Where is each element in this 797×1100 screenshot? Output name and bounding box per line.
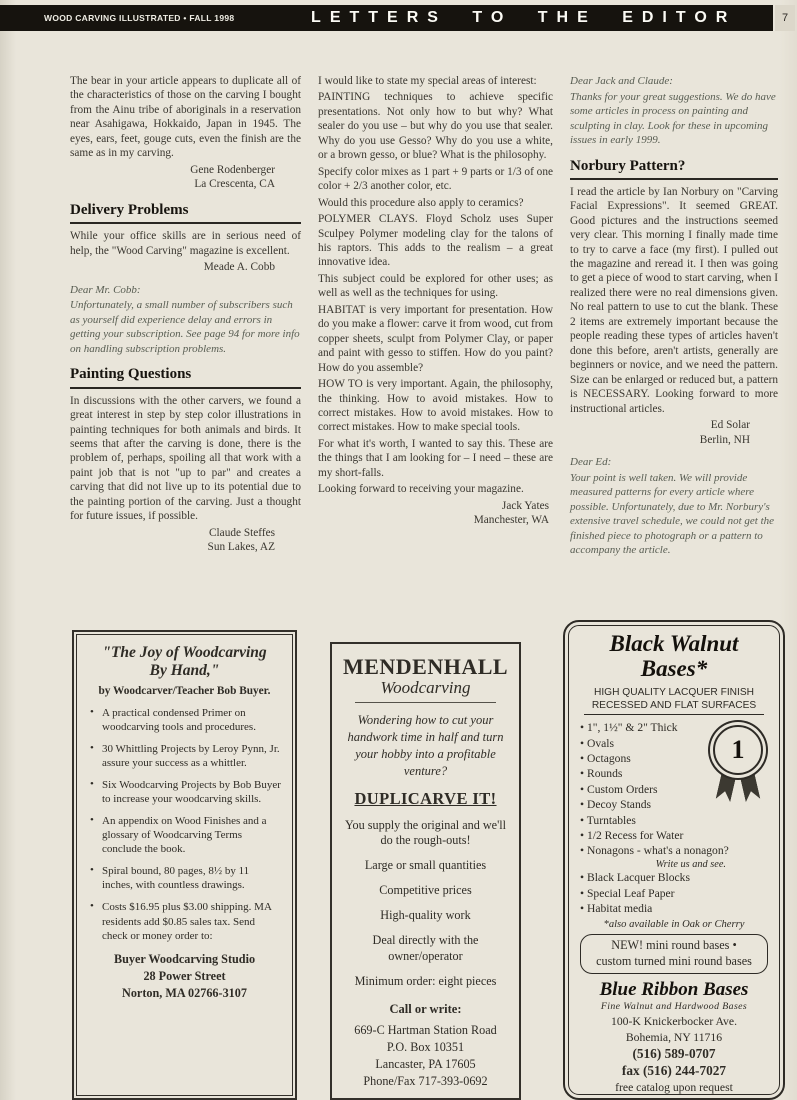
letters-column-3 <box>570 74 778 564</box>
ad-title <box>88 644 281 681</box>
catalog-note: free catalog upon request <box>615 1080 733 1094</box>
product-item: • 1", 1½" & 2" Thick <box>580 720 768 735</box>
letter-signature <box>318 499 553 528</box>
signature-location: Berlin, NH <box>699 433 750 446</box>
letters-columns <box>70 74 778 564</box>
letter-heading: Delivery Problems <box>70 201 301 224</box>
ad-byline: by Woodcarver/Teacher Bob Buyer. <box>98 684 271 697</box>
product-item: • Ovals <box>580 736 768 751</box>
ad-title-line: Black Walnut <box>609 631 739 656</box>
signature-name: Meade A. Cobb <box>203 261 275 274</box>
letter-signature <box>70 163 301 192</box>
magazine-title: WOOD CARVING ILLUSTRATED • FALL 1998 <box>44 13 235 23</box>
address-line: Phone/Fax 717-393-0692 <box>363 1073 488 1088</box>
editor-reply <box>570 455 778 558</box>
ad-bullet: • Six Woodcarving Projects by Bob Buyer to increase your woodcarving skills. <box>88 778 281 806</box>
ad-line: Large or small quantities <box>364 858 487 873</box>
order-line: Norton, MA 02766-3107 <box>122 985 247 1000</box>
letters-column-1 <box>70 74 301 564</box>
product-item: • Special Leaf Paper <box>580 886 768 901</box>
page-header <box>0 5 773 31</box>
letter-paragraph: For what it's worth, I wanted to say this. These are the things that I am looking for – I need – these are my short-falls. <box>318 437 553 479</box>
ad-company-name: Blue Ribbon Bases <box>599 979 749 1001</box>
section-title: LETTERS TO THE EDITOR <box>311 9 737 26</box>
product-item: • Octagons <box>580 751 768 766</box>
fax-number: fax (516) 244-7027 <box>621 1063 727 1079</box>
letter-paragraph: I would like to state my special areas of interest: <box>318 75 537 87</box>
address-line: Lancaster, PA 17605 <box>375 1057 476 1072</box>
mini-bases-box <box>580 934 768 974</box>
ad-bullet: • An appendix on Wood Finishes and a glossary of Woodcarving Terms conclude the book. <box>88 814 281 856</box>
letter-paragraph: HABITAT is very important for presentation. How do you make a flower: carve it from wood, cut from copper sheets, sculpt from Polymer Clay, or paper and paint with gesso to stiffen. How do you paint? How do you assemble? <box>318 303 553 374</box>
order-line: 28 Power Street <box>143 968 226 983</box>
award-ribbon-icon <box>706 720 770 799</box>
ad-bullet-list <box>88 706 281 943</box>
address-line: 669-C Hartman Station Road <box>354 1023 497 1038</box>
letters-column-2 <box>318 74 553 564</box>
ad-line: High-quality work <box>380 907 471 922</box>
ad-line: Minimum order: eight pieces <box>354 973 497 988</box>
ad-title <box>580 632 768 682</box>
ad-joy-of-woodcarving <box>72 630 297 1100</box>
ad-subhead <box>584 686 764 716</box>
product-item: • Rounds <box>580 766 768 781</box>
signature-name: Jack Yates <box>501 499 549 512</box>
ad-border <box>76 634 293 1096</box>
ad-title-line: Bases* <box>640 655 708 681</box>
letter-paragraph: HOW TO is very important. Again, the philosophy, the thinking. How to avoid mistakes. How to correct mistakes. How to avoid mistakes. How to correct mistakes. How to make special tools. <box>318 378 553 434</box>
reply-body: Thanks for your great suggestions. We do have some articles in process on painting and sculpting in clay. Look for these in upcoming issues in early 1999. <box>570 90 776 147</box>
product-item <box>580 843 768 870</box>
ad-bullet: • 30 Whittling Projects by Leroy Pynn, Jr. assure your success as a whittler. <box>88 742 281 770</box>
address-line: Bohemia, NY 11716 <box>625 1030 723 1044</box>
ad-bullet: • Costs $16.95 plus $3.00 shipping. MA residents add $0.85 sales tax. Send check or money order to: <box>88 900 281 942</box>
ad-mendenhall <box>330 642 521 1100</box>
phone-number: (516) 589-0707 <box>632 1045 716 1061</box>
ad-title-line: "The Joy of Woodcarving <box>102 644 267 661</box>
ad-title-line: By Hand," <box>149 662 220 680</box>
letter-paragraph: The bear in your article appears to duplicate all of the characteristics of those on the carving I bought from the Ainu tribe of aboriginals in a reservation near Asahigawa, Hokkaido, Japan in 1945. The eyes, ears, feet, gouge cuts, even the finish are the same as in my carving. <box>70 75 301 160</box>
letter-heading: Painting Questions <box>70 365 301 388</box>
letter-paragraph: Would this procedure also apply to ceramics? <box>318 196 524 209</box>
address-line: 100-K Knickerbocker Ave. <box>610 1015 738 1029</box>
ad-line: You supply the original and we'll do the rough-outs! <box>344 817 507 848</box>
ad-tagline: Fine Walnut and Hardwood Bases <box>600 1001 748 1013</box>
editor-reply <box>570 74 778 148</box>
product-item-text: Nonagons - what's a nonagon? <box>586 844 729 858</box>
letter-paragraph: Specify color mixes as 1 part + 9 parts or 1/3 of one color + 2/3 another color, etc. <box>318 165 553 193</box>
ad-bullet: • A practical condensed Primer on woodcarving tools and procedures. <box>88 706 281 734</box>
letter-signature <box>70 526 301 555</box>
letter-paragraph: POLYMER CLAYS. Floyd Scholz uses Super Sculpey Polymer modeling clay for the talons of his raptors. This adds to the realism – a great innovative idea. <box>318 213 553 269</box>
ad-line: Deal directly with the owner/operator <box>372 932 479 963</box>
order-line: Buyer Woodcarving Studio <box>113 951 256 966</box>
ad-order-address <box>88 951 281 1002</box>
signature-name: Claude Steffes <box>209 526 275 539</box>
product-item: • Habitat media <box>580 901 768 916</box>
letter-paragraph: In discussions with the other carvers, we found a great interest in step by step color illustrations in painting techniques for both animals and birds. It seems that after the carving is done, there is the problem of, perhaps, spoiling all that work with a paint job that is not "up to par" and creates a carving that did not live up to its potential due to the painting portion of the carving. Just a thought for future issues, if possible. <box>70 394 301 523</box>
ad-line: Competitive prices <box>379 883 472 898</box>
product-item: • Black Lacquer Blocks <box>580 870 768 885</box>
reply-salutation: Dear Ed: <box>570 456 612 469</box>
letter-signature <box>570 418 778 447</box>
ad-company-name: MENDENHALL <box>342 654 509 679</box>
letter-signature <box>70 260 301 275</box>
product-item: • Turntables <box>580 813 768 828</box>
ad-headline: DUPLICARVE IT! <box>354 788 497 808</box>
letter-paragraph: This subject could be explored for other uses; as well as well as the techniques for using. <box>318 272 553 300</box>
mini-box-line: custom turned mini round bases <box>596 954 752 969</box>
signature-name: Ed Solar <box>710 419 750 432</box>
page-number: 7 <box>775 5 795 31</box>
ad-pitch: Wondering how to cut your handwork time in half and turn your hobby into a profitable venture? <box>347 713 504 778</box>
signature-location: Manchester, WA <box>473 514 549 527</box>
ad-footnote: *also available in Oak or Cherry <box>603 919 745 931</box>
ad-black-walnut-bases <box>563 620 785 1100</box>
signature-name: Gene Rodenberger <box>190 163 275 176</box>
product-item: • Decoy Stands <box>580 797 768 812</box>
mini-box-line: NEW! mini round bases • <box>611 938 737 953</box>
award-number: 1 <box>713 725 763 775</box>
nonagon-note: Write us and see. <box>655 858 726 870</box>
ad-subhead-line: HIGH QUALITY LACQUER FINISH <box>593 686 754 698</box>
letter-paragraph: I read the article by Ian Norbury on "Carving Facial Expressions". It seemed GREAT. Good pictures and the instructions seemed very clear. This morning I finally made time to try to carve a face (my first). I pulled out the magazine and reread it. I then was going to get a piece of wood to start carving, when I realized there were no real dimensions given. No real pattern to use to cut the blank. These 2 items are extremely important because the people reading these types of articles haven't done this before, aren't artists, generally are beginners or novice, and we need the pattern. Size can be enlarged or reduced but, a pattern is NECESSARY. Looking forward to more instructional articles. <box>570 185 778 415</box>
editor-reply <box>70 283 301 357</box>
letter-paragraph: While your office skills are in serious need of help, the "Wood Carving" magazine is excellent. <box>70 230 301 257</box>
ad-subhead-line: RECESSED AND FLAT SURFACES <box>591 699 757 711</box>
reply-body: Unfortunately, a small number of subscribers such as yourself did experience delay and errors in getting your subscription. See page 94 for more info on handling subscription problems. <box>70 299 300 355</box>
reply-salutation: Dear Mr. Cobb: <box>70 283 141 296</box>
product-item: • 1/2 Recess for Water <box>580 828 768 843</box>
ad-bullet: • Spiral bound, 80 pages, 8½ by 11 inches, with countless drawings. <box>88 864 281 892</box>
letter-paragraph: PAINTING techniques to achieve specific presentations. Not only how to but why? What sealer do you use – but why do you use that sealer. Why do you use Gesso? Why do you use a white, or a brown gesso, or blue? What is the philosophy. <box>318 91 553 162</box>
ad-company-subname: Woodcarving <box>355 678 496 703</box>
product-item: • Custom Orders <box>580 782 768 797</box>
ad-call-to-action: Call or write: <box>389 1002 462 1017</box>
letter-paragraph: Looking forward to receiving your magazine. <box>318 483 524 496</box>
reply-salutation: Dear Jack and Claude: <box>570 75 673 87</box>
signature-location: La Crescenta, CA <box>194 178 275 191</box>
ad-border <box>568 625 780 1095</box>
signature-location: Sun Lakes, AZ <box>207 541 275 554</box>
ad-address <box>341 1022 510 1089</box>
address-line: P.O. Box 10351 <box>386 1040 465 1055</box>
reply-body: Your point is well taken. We will provide measured patterns for every article where possible. Unfortunately, due to Mr. Norbury's extensive travel schedule, we could not get the finished piece to photograph or a pattern to accompany the article. <box>570 471 775 557</box>
letter-heading: Norbury Pattern? <box>570 157 778 180</box>
